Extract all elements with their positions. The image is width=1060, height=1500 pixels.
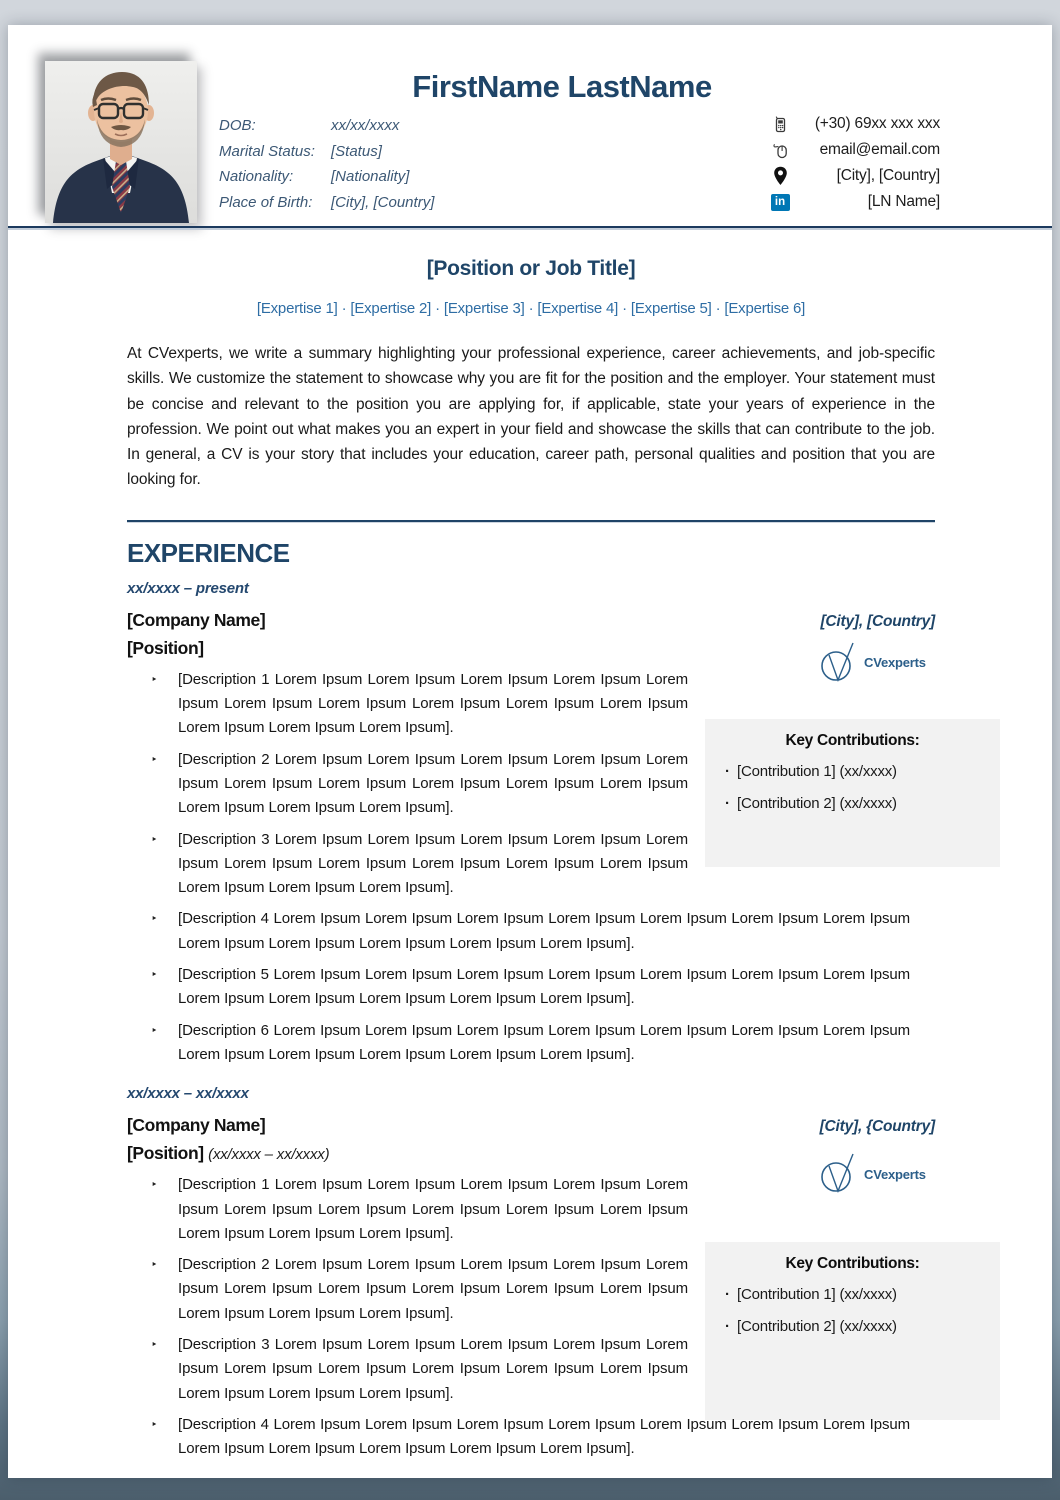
- experience-entry-1: [127, 580, 935, 1067]
- cvexperts-logo-icon: [817, 640, 861, 686]
- personal-value: xx/xx/xxxx: [331, 117, 400, 134]
- personal-label: Nationality:: [219, 168, 294, 185]
- description-bullet: [127, 907, 910, 956]
- personal-value: [City], [Country]: [331, 193, 435, 211]
- personal-value: [Status]: [331, 142, 382, 160]
- description-text: [Description 2 Lorem Ipsum Lorem Ipsum Lorem Ipsum Lorem Ipsum Lorem Ipsum Lorem Ipsum Lorem Ipsum Lorem Ipsum Lorem Ipsum Lorem Ipsum Lorem Ipsum Lorem Ipsum Lorem Ipsum].: [178, 750, 688, 817]
- phone-number: (+30) 69xx xxx xxx: [814, 115, 940, 132]
- contact-linkedin-row: [768, 189, 940, 215]
- contribution-item: [719, 794, 986, 814]
- bullet-arrow-icon: ‣: [151, 968, 158, 982]
- position-title: [Position or Job Title]: [426, 257, 636, 280]
- company-location: [City], {Country]: [819, 1118, 935, 1136]
- description-text: [Description 1 Lorem Ipsum Lorem Ipsum Lorem Ipsum Lorem Ipsum Lorem Ipsum Lorem Ipsum Lorem Ipsum Lorem Ipsum Lorem Ipsum Lorem Ipsum Lorem Ipsum Lorem Ipsum Lorem Ipsum].: [178, 670, 688, 737]
- contribution-text: [Contribution 2] (xx/xxxx): [737, 1318, 897, 1336]
- dot-bullet-icon: ·: [725, 1318, 730, 1336]
- cv-page: [8, 25, 1052, 1478]
- personal-row: [219, 139, 434, 165]
- linkedin-icon: in: [768, 194, 792, 211]
- expertise-line: [Expertise 1] · [Expertise 2] · [Expertise 3] · [Expertise 4] · [Expertise 5] · [Expertise 6]: [256, 300, 806, 317]
- bullet-arrow-icon: ‣: [151, 1178, 158, 1192]
- description-text: [Description 6 Lorem Ipsum Lorem Ipsum Lorem Ipsum Lorem Ipsum Lorem Ipsum Lorem Ipsum Lorem Ipsum Lorem Ipsum Lorem Ipsum Lorem Ipsum Lorem Ipsum Lorem Ipsum].: [178, 1021, 910, 1063]
- contribution-item: [719, 1317, 986, 1337]
- personal-row: [219, 113, 434, 139]
- key-contributions-box: [705, 1242, 1000, 1420]
- bullet-arrow-icon: ‣: [151, 1258, 158, 1272]
- job-right-column: [705, 638, 1000, 867]
- phone-icon: [768, 116, 792, 133]
- section-divider: [127, 520, 935, 523]
- full-name: FirstName LastName: [412, 69, 712, 104]
- description-text: [Description 4 Lorem Ipsum Lorem Ipsum Lorem Ipsum Lorem Ipsum Lorem Ipsum Lorem Ipsum Lorem Ipsum Lorem Ipsum Lorem Ipsum Lorem Ipsum Lorem Ipsum Lorem Ipsum].: [178, 910, 910, 952]
- job-main: [127, 1143, 935, 1461]
- contribution-item: [719, 762, 986, 782]
- description-bullet: [127, 1253, 688, 1326]
- key-contributions-box: [705, 719, 1000, 867]
- bullet-arrow-icon: ‣: [151, 832, 158, 846]
- header-divider: [8, 226, 1052, 230]
- company-name: [Company Name]: [127, 609, 266, 630]
- email-address: email@email.com: [819, 141, 940, 158]
- contribution-text: [Contribution 1] (xx/xxxx): [737, 1286, 897, 1304]
- description-bullet: [127, 668, 688, 741]
- cvexperts-logo-text: CVexperts: [864, 655, 926, 671]
- mouse-icon: [768, 142, 792, 159]
- personal-value: [Nationality]: [331, 168, 410, 185]
- contact-email-row: [768, 137, 940, 163]
- company-row: [127, 1115, 935, 1136]
- personal-label: Place of Birth:: [219, 193, 313, 211]
- description-bullet: [127, 1413, 910, 1462]
- cvexperts-logo-icon: [817, 1151, 861, 1197]
- experience-entry-2: [127, 1085, 935, 1461]
- header: [8, 25, 1052, 231]
- description-bullet: [127, 1333, 688, 1406]
- dot-bullet-icon: ·: [725, 794, 730, 812]
- linkedin-name: [LN Name]: [867, 193, 940, 210]
- contribution-text: [Contribution 2] (xx/xxxx): [737, 794, 897, 812]
- job-dates: xx/xxxx – present: [127, 579, 249, 597]
- description-text: [Description 5 Lorem Ipsum Lorem Ipsum Lorem Ipsum Lorem Ipsum Lorem Ipsum Lorem Ipsum Lorem Ipsum Lorem Ipsum Lorem Ipsum Lorem Ipsum Lorem Ipsum Lorem Ipsum].: [178, 966, 910, 1008]
- summary-paragraph: At CVexperts, we write a summary highlighting your professional experience, career achievements, and job-specific skills. We customize the statement to showcase why you are fit for the position and the employer. Your statement must be concise and relevant to the position you are applying for, if applicable, state your years of experience in the profession. We point out what makes you an expert in your field and showcase the skills that can contribute to the job. In general, a CV is your story that includes your education, career path, personal qualities and position that you are looking for.: [127, 345, 935, 489]
- job-right-column: [705, 1143, 1000, 1420]
- cvexperts-logo: [817, 1151, 1000, 1197]
- dot-bullet-icon: ·: [725, 1286, 730, 1304]
- contact-phone-row: [768, 111, 940, 137]
- job-main: [127, 638, 935, 1067]
- contribution-item: [719, 1285, 986, 1305]
- description-text: [Description 3 Lorem Ipsum Lorem Ipsum Lorem Ipsum Lorem Ipsum Lorem Ipsum Lorem Ipsum Lorem Ipsum Lorem Ipsum Lorem Ipsum Lorem Ipsum Lorem Ipsum Lorem Ipsum Lorem Ipsum].: [178, 1336, 688, 1402]
- key-contributions-title: Key Contributions:: [785, 731, 920, 749]
- personal-row: [219, 164, 434, 190]
- description-bullet: [127, 1173, 688, 1246]
- bullet-arrow-icon: ‣: [151, 1023, 158, 1037]
- personal-label: Marital Status:: [219, 142, 315, 160]
- bullet-arrow-icon: ‣: [151, 672, 158, 686]
- job-dates: xx/xxxx – xx/xxxx: [127, 1085, 249, 1103]
- bullet-arrow-icon: ‣: [151, 912, 158, 926]
- personal-row: [219, 190, 434, 216]
- description-bullet: [127, 963, 910, 1012]
- location-text: [City], [Country]: [836, 167, 940, 184]
- bullet-arrow-icon: ‣: [151, 1417, 158, 1431]
- contact-location-row: [768, 163, 940, 189]
- position-name: [Position]: [127, 637, 204, 658]
- description-text: [Description 3 Lorem Ipsum Lorem Ipsum Lorem Ipsum Lorem Ipsum Lorem Ipsum Lorem Ipsum Lorem Ipsum Lorem Ipsum Lorem Ipsum Lorem Ipsum Lorem Ipsum Lorem Ipsum Lorem Ipsum].: [178, 830, 688, 897]
- description-text: [Description 2 Lorem Ipsum Lorem Ipsum Lorem Ipsum Lorem Ipsum Lorem Ipsum Lorem Ipsum Lorem Ipsum Lorem Ipsum Lorem Ipsum Lorem Ipsum Lorem Ipsum Lorem Ipsum Lorem Ipsum].: [178, 1256, 688, 1322]
- experience-heading: EXPERIENCE: [127, 537, 290, 568]
- description-text: [Description 4 Lorem Ipsum Lorem Ipsum Lorem Ipsum Lorem Ipsum Lorem Ipsum Lorem Ipsum Lorem Ipsum Lorem Ipsum Lorem Ipsum Lorem Ipsum Lorem Ipsum Lorem Ipsum].: [178, 1415, 910, 1458]
- contact-block: [768, 111, 940, 215]
- company-location: [City], [Country]: [820, 612, 935, 630]
- company-name: [Company Name]: [127, 1115, 266, 1136]
- location-pin-icon: [768, 166, 792, 186]
- key-contributions-title: Key Contributions:: [785, 1255, 920, 1273]
- position-name: [Position]: [127, 1143, 204, 1164]
- description-bullet: [127, 1019, 910, 1068]
- bullet-arrow-icon: ‣: [151, 752, 158, 766]
- description-bullet: [127, 748, 688, 821]
- description-bullet: [127, 828, 688, 901]
- company-row: [127, 610, 935, 631]
- cvexperts-logo-text: CVexperts: [864, 1166, 926, 1182]
- description-text: [Description 1 Lorem Ipsum Lorem Ipsum Lorem Ipsum Lorem Ipsum Lorem Ipsum Lorem Ipsum Lorem Ipsum Lorem Ipsum Lorem Ipsum Lorem Ipsum Lorem Ipsum Lorem Ipsum Lorem Ipsum].: [178, 1176, 688, 1242]
- dot-bullet-icon: ·: [725, 762, 730, 780]
- personal-details: [219, 113, 434, 215]
- cvexperts-logo: [817, 640, 1000, 686]
- bullet-arrow-icon: ‣: [151, 1338, 158, 1352]
- position-dates: (xx/xxxx – xx/xxxx): [208, 1146, 330, 1164]
- personal-label: DOB:: [219, 117, 256, 134]
- contribution-text: [Contribution 1] (xx/xxxx): [737, 762, 897, 780]
- cv-body: [8, 231, 1052, 1462]
